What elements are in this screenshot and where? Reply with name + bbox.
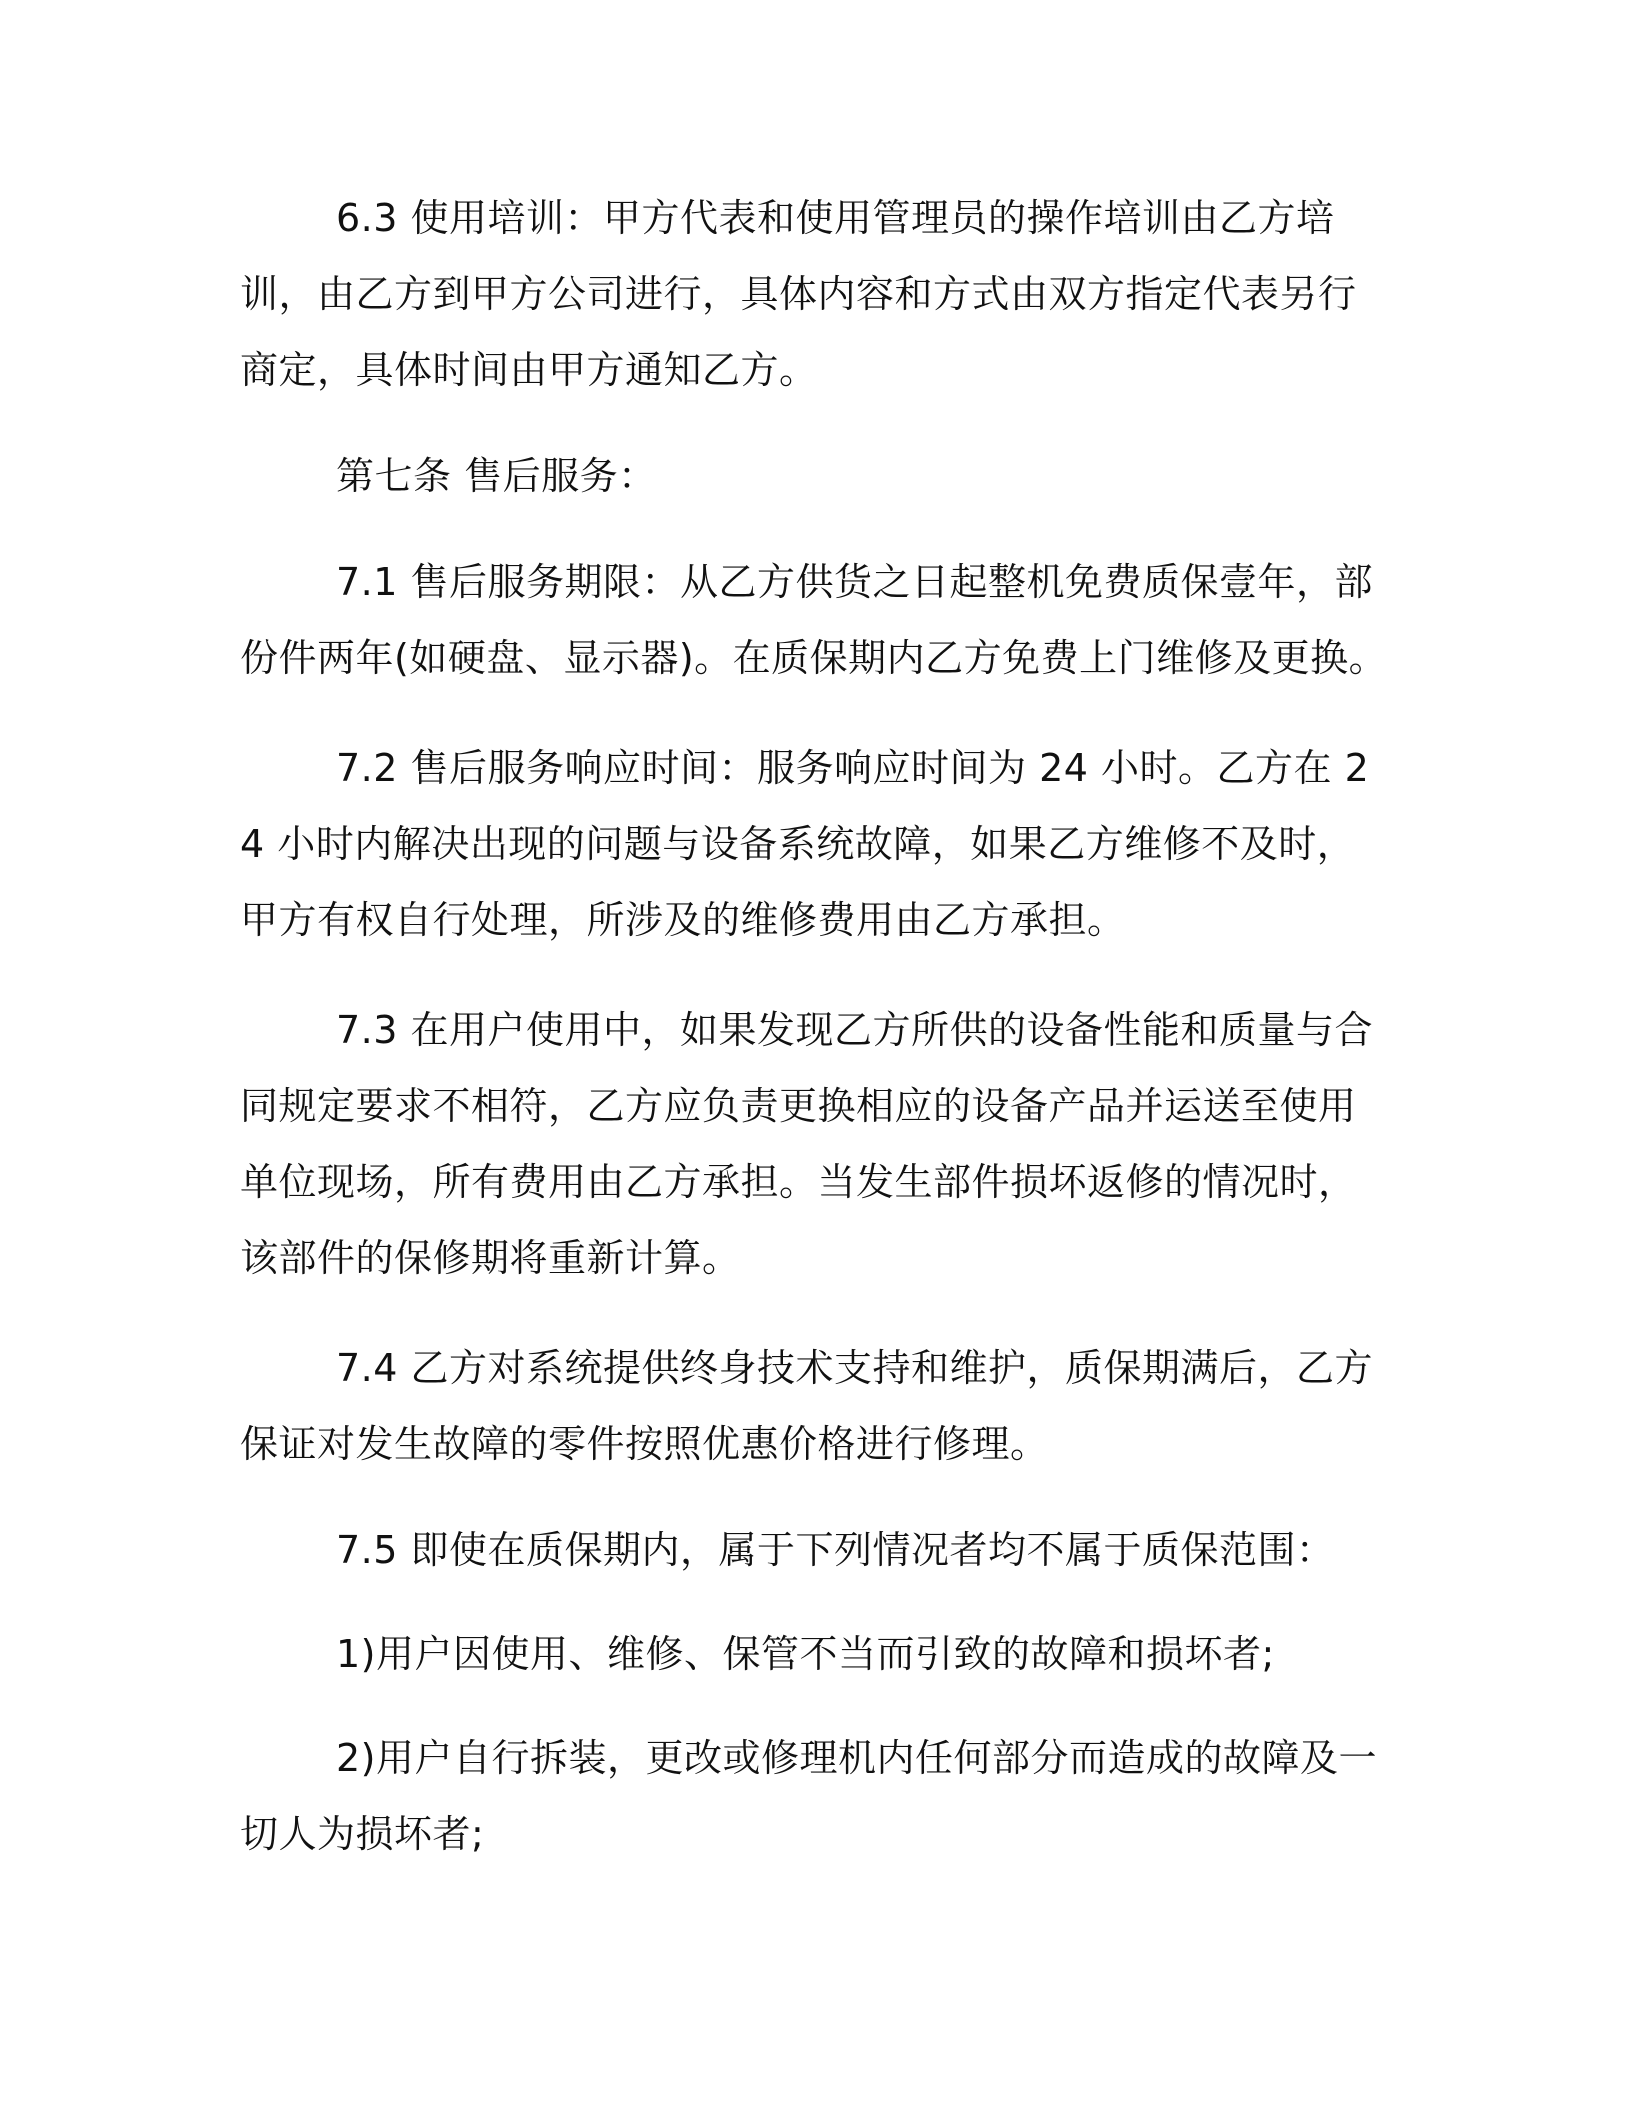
list-item-2: 2)用户自行拆装，更改或修理机内任何部分而造成的故障及一切人为损坏者;	[240, 1736, 1378, 1856]
document-body	[240, 180, 1390, 1872]
paragraph-7-3: 7.3 在用户使用中，如果发现乙方所供的设备性能和质量与合同规定要求不相符，乙方应负责更换相应的设备产品并运送至使用单位现场，所有费用由乙方承担。当发生部件损坏返修的情况时，该部件的保修期将重新计算。	[240, 1008, 1374, 1280]
list-item-1: 1)用户因使用、维修、保管不当而引致的故障和损坏者;	[336, 1632, 1275, 1676]
paragraph-6-3: 6.3 使用培训：甲方代表和使用管理员的操作培训由乙方培训，由乙方到甲方公司进行，具体内容和方式由双方指定代表另行商定，具体时间由甲方通知乙方。	[240, 196, 1357, 392]
paragraph-7-2: 7.2 售后服务响应时间：服务响应时间为 24 小时。乙方在 24 小时内解决出现的问题与设备系统故障，如果乙方维修不及时，甲方有权自行处理，所涉及的维修费用由乙方承担。	[240, 746, 1370, 942]
paragraph-7-4: 7.4 乙方对系统提供终身技术支持和维护，质保期满后，乙方保证对发生故障的零件按照优惠价格进行修理。	[240, 1346, 1374, 1466]
paragraph-7-1: 7.1 售后服务期限：从乙方供货之日起整机免费质保壹年，部份件两年(如硬盘、显示器)。在质保期内乙方免费上门维修及更换。	[240, 560, 1388, 680]
section-heading-article-7: 第七条 售后服务：	[336, 454, 657, 498]
paragraph-7-5: 7.5 即使在质保期内，属于下列情况者均不属于质保范围：	[336, 1528, 1335, 1572]
